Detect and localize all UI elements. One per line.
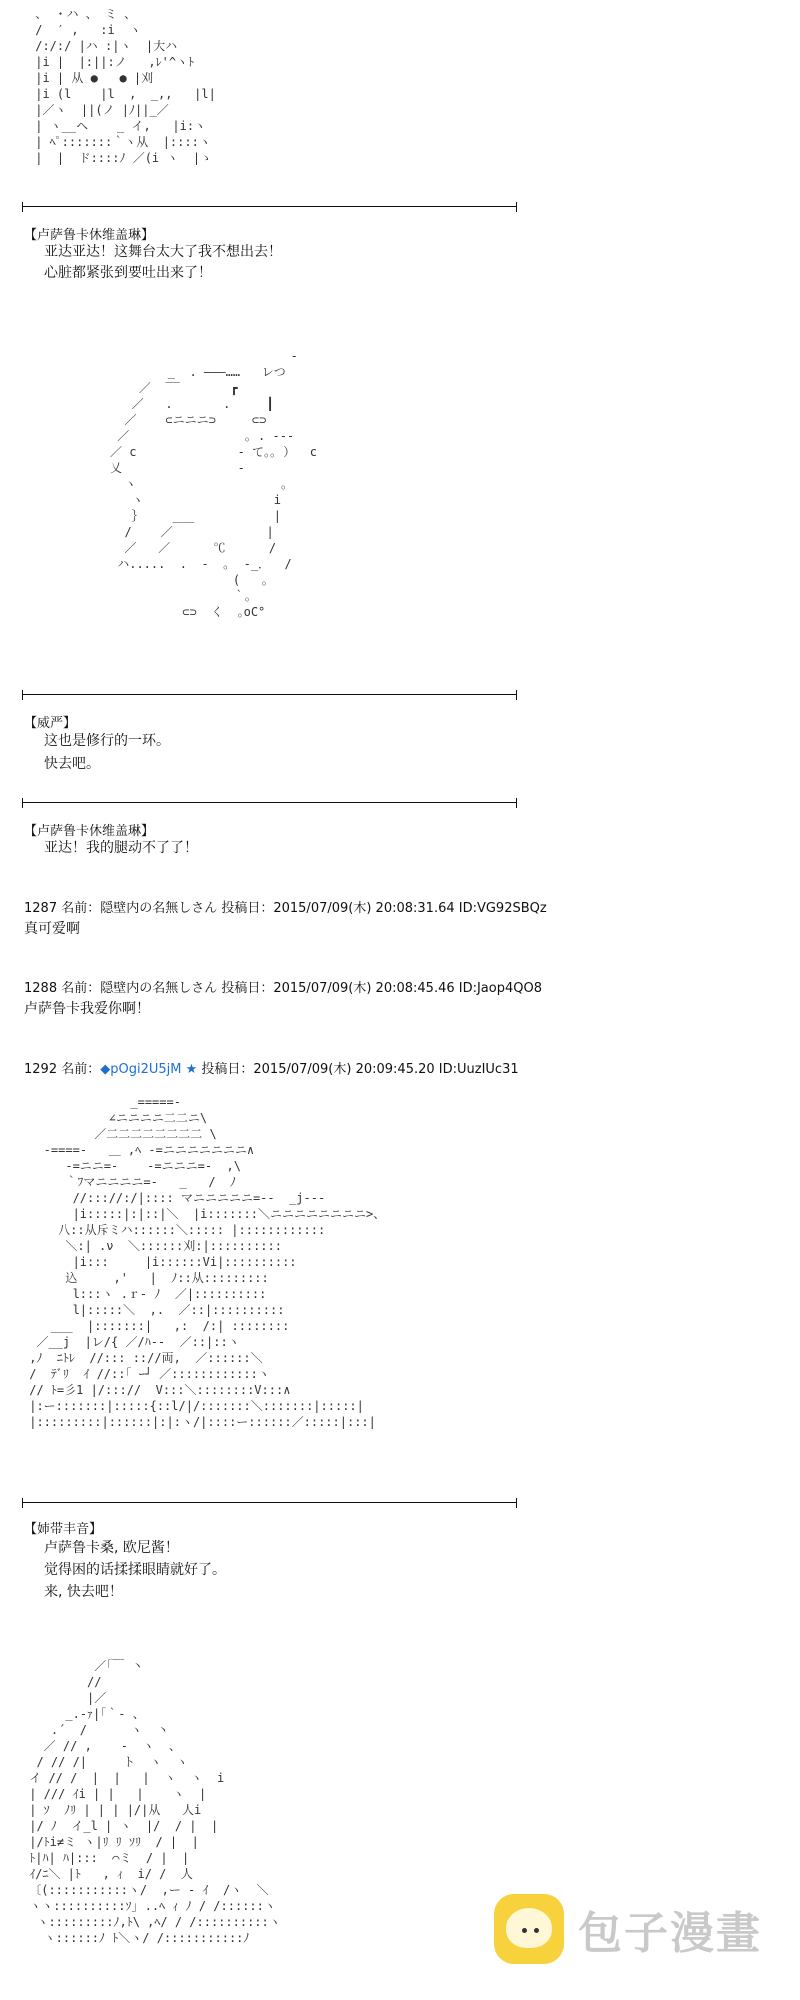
post-meta: 投稿日：2015/07/09(木) 20:09:45.20 ID:UuzIUc31: [197, 1062, 519, 1077]
speaker-name: 【姉带丰音】: [24, 1522, 103, 1537]
post-body: 真可爱啊: [24, 921, 80, 937]
speech-line: 心脏都紧张到要吐出来了！: [44, 265, 212, 281]
watermark: [494, 1894, 762, 1964]
bun-logo-icon: [494, 1894, 564, 1964]
speech-line: 觉得困的话揉揉眼睛就好了。: [44, 1562, 226, 1578]
post-header: 1287 名前：隠壁内の名無しさん 投稿日：2015/07/09(木) 20:08:31.64 ID:VG92SBQz: [24, 901, 547, 916]
speech-line: 这也是修行的一环。: [44, 733, 170, 749]
speech-line: 来, 快去吧！: [44, 1584, 123, 1600]
post-body: 卢萨鲁卡我爱你啊！: [24, 1001, 150, 1017]
speech-line: 快去吧。: [44, 756, 100, 772]
speaker-name: 【威严】: [24, 716, 77, 731]
star-icon: ★: [185, 1062, 198, 1077]
divider: [22, 798, 517, 808]
ascii-art-character-3: _=====- ∠ニニニニ二二ニ\ ／二二二二二二二二 \ -====- ＿ ,ﾍ -=ニニニニニニニ∧ -=ニニ=- -=ニニニ=- ,\ ｀ﾌマニニニニ=- _ / ﾉ //::://:/|:::: マニニニニニ=-- _j--‐ |i:::::|:|::|＼ |i:::::::＼ニニニニニニニニ>、 八::从斥ミハ::::::＼::::: |:::::::::::: ＼:| .ν ＼::::::刈:|:::::::::: |i::: |i::::::Vi|:::::::::: 込 ,' | ﾉ::从::::::::: l:::ヽ .ｒ‐ ﾉ ／|:::::::::: l|:::::＼ ,. ／::|:::::::::: ___ |:::::::| ,: /:| :::::::: ／__j |レ/{ ／/ﾊ-- ／::|::ヽ ,ﾉ ﾆﾄﾚ //::: :://両, ／::::::＼ / ﾃﾞﾘ ｲ //::｢ ｰ┘ ／::::::::::::ヽ // ﾄ=彡1 |/:::// V:::＼::::::::V:::∧ |:ー:::::::|:::::{::l/|/:::::::＼:::::::|:::::| |:::::::::|::::::|:|:ヽ/|::::ー::::::／:::::|:::|: [29, 1095, 386, 1429]
post-number: 1292 名前：: [24, 1062, 101, 1077]
post-header: 1288 名前：隠壁内の名無しさん 投稿日：2015/07/09(木) 20:08:45.46 ID:Jaop4QO8: [24, 981, 542, 996]
ascii-art-character-4: ／｢￣ 丶 // |／ _.-ｧ|｢｀‐ 、 .´ / ヽ 丶 ／ // , ‐ ヽ 、 / // /| ト ヽ ヽ イ // / | | | ヽ ヽ i | /// ｲi | | | ヽ | | ｿ ﾉﾘ | | | |/|从 人i |/ ﾉ イ_l | ヽ |/ / | | |/ﾄi≠ミ ヽ|ﾘ ﾘ ｿﾘ / | | ﾄ|ﾊ| ﾊ|::: ⌒ミ / | | ｲ/ﾆ＼ |ﾄ , ｨ i/ / 人 〔(:::::::::::ヽ/ ,ー ‐ ｲ /ヽ ＼ ヽヽ::::::::::ｿ｣ ..ﾍ ｨ ﾉ / /::::::ヽ ヽ:::::::::ﾉ,ﾄ\ ,ﾍ/ / /::::::::::ヽ ヽ::::::ﾉ ﾄ＼ヽ/ /:::::::::::ﾉ: [29, 1659, 281, 1945]
divider: [22, 1498, 517, 1508]
post-header: [24, 1058, 519, 1077]
ascii-art-character-2: ‐ _ . ―――…… レつ ／ ‾‾ ┏ ／ . . ┃ ／ ⊂ニニニ⊃ ⊂⊃ ／ ｡ . ‐‐‐ ／ c ‐ て｡｡ ） c 乂 ‐ ヽ ｡ ヽ i ｝ ___ | / ／ | ／ ／ ℃ / ハ..... . ‐ ｡ ‐_． / ( ｡ ｀｡ ⊂⊃ く ｡oC°: [110, 349, 317, 619]
watermark-text: 包子漫畫: [578, 1908, 762, 1959]
divider: [22, 202, 517, 212]
speech-line: 亚达亚达！这舞台太大了我不想出去！: [44, 244, 282, 260]
divider: [22, 690, 517, 700]
speaker-name: 【卢萨鲁卡休维盖琳】: [24, 824, 155, 839]
speaker-name: 【卢萨鲁卡休维盖琳】: [24, 228, 155, 243]
speech-line: 卢萨鲁卡桑, 欧尼酱！: [44, 1540, 179, 1556]
speech-line: 亚达！我的腿动不了了！: [44, 840, 198, 856]
poster-trip[interactable]: ◆pOgi2U5jM: [100, 1062, 182, 1077]
ascii-art-character-1: 、 ・ハ 、 ミ 、 / ′ , :i ヽ /:/:/ |ハ :|ヽ |大ハ |i | |:||:ノ ,ﾚ'^ヽﾄ |i | 从 ● ● |刈 |i (l |l , _,, |l| |／ヽ ||(ノ |ﾉ||_／ | ヽ__ヘ _ イ, |i:ヽ | ﾍﾟ:::::::｀ヽ从 |::::ヽ | | ド::::ﾉ ／(i ヽ |ゝ: [35, 7, 216, 165]
